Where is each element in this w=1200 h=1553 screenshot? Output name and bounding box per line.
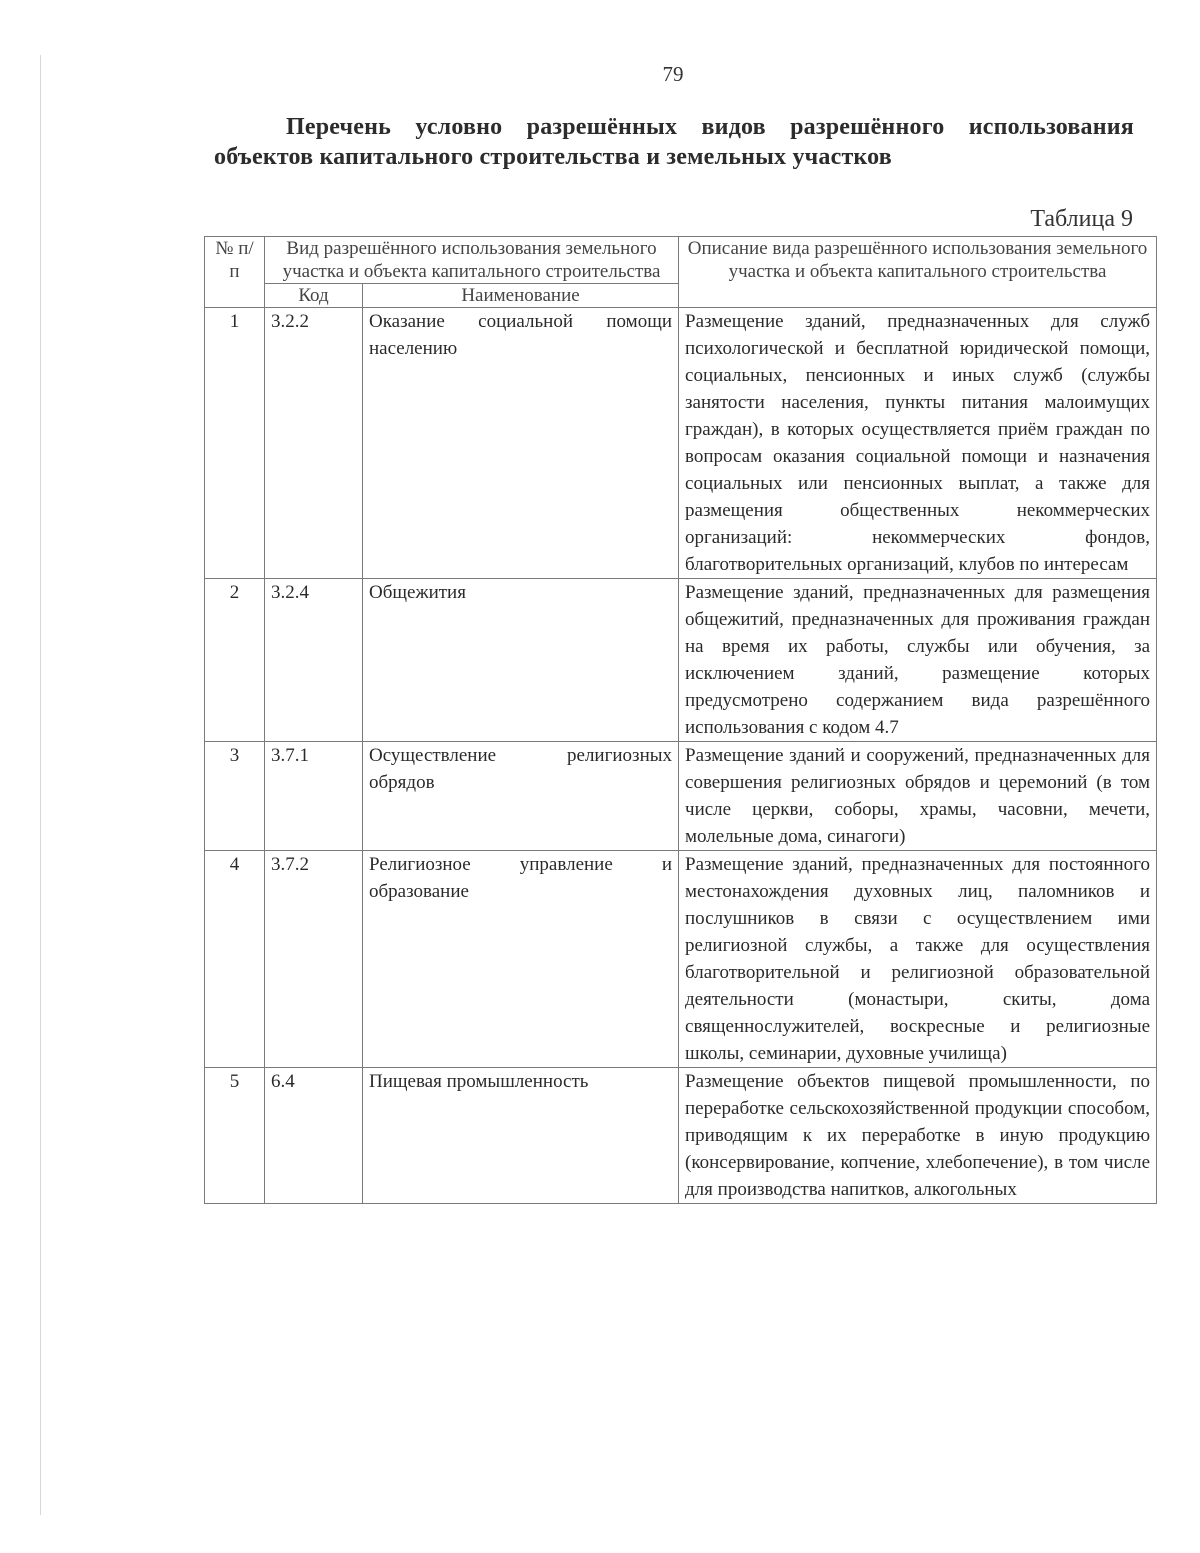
table-row: [205, 579, 1157, 742]
row-code: 6.4: [265, 1068, 363, 1204]
title-text: Перечень условно разрешённых видов разрешённого использования объектов капитального строительства и земельных участков: [214, 114, 1134, 170]
row-description: Размещение зданий, предназначенных для служб психологической и бесплатной юридической помощи, социальных, пенсионных и иных служб (службы занятости населения, пункты питания малоимущих граждан), в которых осуществляется приём граждан по вопросам оказания социальной помощи и назначения социальных или пенсионных выплат, а также для размещения общественных некоммерческих организаций: некоммерческих фондов, благотворительных организаций, клубов по интересам: [679, 308, 1157, 579]
row-name-cell: [363, 851, 679, 1068]
row-code: 3.7.1: [265, 742, 363, 851]
header-code: Код: [265, 284, 363, 308]
row-description: Размещение зданий, предназначенных для постоянного местонахождения духовных лиц, паломников и послушников в связи с осуществлением ими религиозной службы, а также для осуществления благотворительной и религиозной образовательной деятельности (монастыри, скиты, дома священнослужителей, воскресные и религиозные школы, семинарии, духовные училища): [679, 851, 1157, 1068]
row-name: Общежития: [369, 582, 466, 603]
row-number: 1: [205, 308, 265, 579]
table-row: [205, 308, 1157, 579]
left-margin-rule: [40, 55, 41, 1515]
table-row: [205, 742, 1157, 851]
row-code: 3.7.2: [265, 851, 363, 1068]
page-number: 79: [662, 62, 684, 86]
row-description: Размещение объектов пищевой промышленности, по переработке сельскохозяйственной продукции способом, приводящим к их переработке в иную продукцию (консервирование, копчение, хлебопечение), в том числе для производства напитков, алкогольных: [679, 1068, 1157, 1204]
table-row: [205, 851, 1157, 1068]
header-name: Наименование: [363, 284, 679, 308]
table-body: [205, 308, 1157, 1204]
row-description: Размещение зданий, предназначенных для размещения общежитий, предназначенных для проживания граждан на время их работы, службы или обучения, за исключением зданий, размещение которых предусмотрено содержанием вида разрешённого использования с кодом 4.7: [679, 579, 1157, 742]
header-number: № п/п: [205, 237, 265, 308]
row-number: 2: [205, 579, 265, 742]
table-header: [205, 237, 1157, 308]
row-name: Осуществление религиозных обрядов: [369, 745, 673, 793]
row-name-cell: [363, 1068, 679, 1204]
row-name-cell: [363, 742, 679, 851]
row-name: Оказание социальной помощи населению: [369, 311, 673, 359]
row-name: Пищевая промышленность: [369, 1071, 589, 1092]
row-number: 5: [205, 1068, 265, 1204]
table-row: [205, 1068, 1157, 1204]
row-description: Размещение зданий и сооружений, предназначенных для совершения религиозных обрядов и церемоний (в том числе церкви, соборы, храмы, часовни, мечети, молельные дома, синагоги): [679, 742, 1157, 851]
row-number: 4: [205, 851, 265, 1068]
document-title: [214, 112, 1134, 172]
header-use-type: Вид разрешённого использования земельного участка и объекта капитального строительства: [265, 237, 679, 284]
row-number: 3: [205, 742, 265, 851]
land-use-table: [204, 236, 1157, 1204]
row-code: 3.2.4: [265, 579, 363, 742]
header-description: Описание вида разрешённого использования земельного участка и объекта капитального строительства: [679, 237, 1157, 308]
row-name: Религиозное управление и образование: [369, 854, 673, 902]
row-code: 3.2.2: [265, 308, 363, 579]
row-name-cell: [363, 579, 679, 742]
row-name-cell: [363, 308, 679, 579]
table-caption: Таблица 9: [1030, 206, 1133, 232]
